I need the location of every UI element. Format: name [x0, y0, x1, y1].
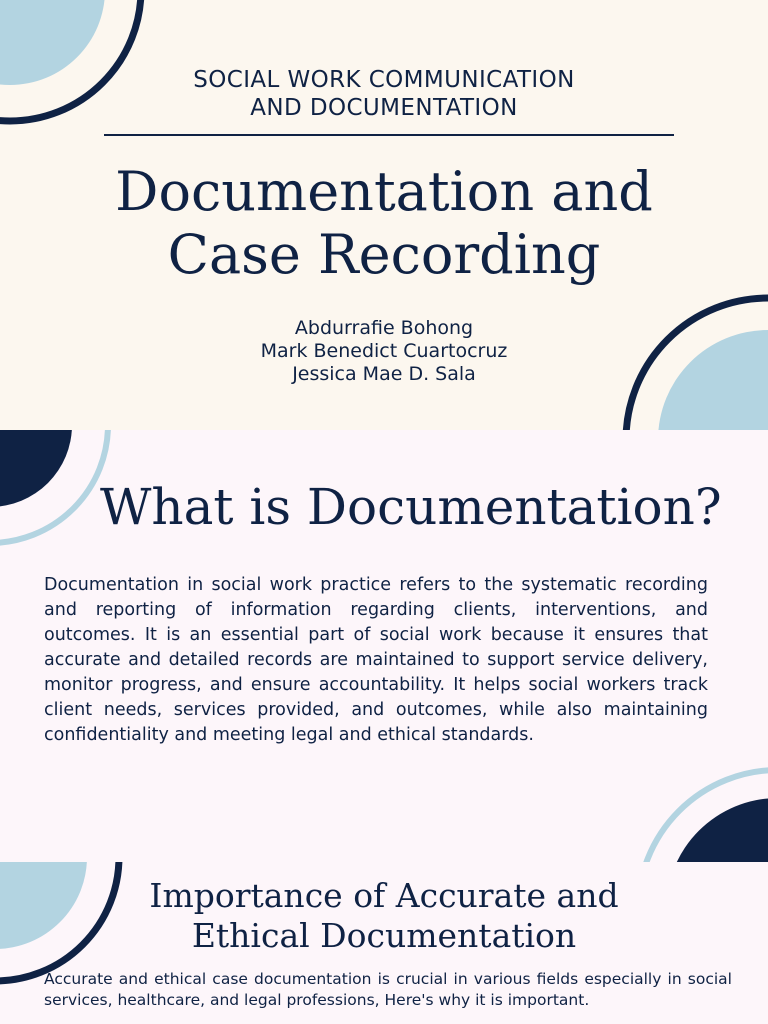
subject-line-2: AND DOCUMENTATION — [250, 95, 518, 121]
section-body: Documentation in social work practice refers to the systematic recording and reporting of information regarding clients, interventions, and outcomes. It is an essential part of social work because it ensures that accurate and detailed records are maintained to support service delivery, monitor progress, and ensure accountability. It helps social workers track client needs, services provided, and outcomes, while also maintaining confidentiality and meeting legal and ethical standards. — [44, 575, 708, 745]
author-name: Jessica Mae D. Sala — [292, 363, 476, 385]
author-name: Abdurrafie Bohong — [294, 317, 474, 339]
subject-heading — [0, 66, 768, 122]
slide-what-is-documentation — [0, 430, 768, 862]
subject-line-1: SOCIAL WORK COMMUNICATION — [193, 67, 575, 93]
slide-title — [0, 0, 768, 430]
title-line-1: Documentation and — [115, 160, 653, 223]
section-body: Accurate and ethical case documentation is crucial in various fields especially in social services, healthcare, and legal professions, Here's why it is important. — [44, 970, 732, 1009]
title-line-2: Case Recording — [167, 223, 601, 286]
top-left-disc — [0, 430, 72, 507]
author-name: Mark Benedict Cuartocruz — [260, 340, 508, 362]
title-line-1: Importance of Accurate and — [149, 876, 619, 915]
author-list — [0, 317, 768, 386]
title-line-2: Ethical Documentation — [191, 916, 577, 955]
slide-importance — [0, 862, 768, 1024]
section-title: What is Documentation? — [100, 478, 722, 536]
divider — [104, 134, 674, 136]
slide-title-text — [0, 160, 768, 286]
section-title — [0, 876, 768, 956]
